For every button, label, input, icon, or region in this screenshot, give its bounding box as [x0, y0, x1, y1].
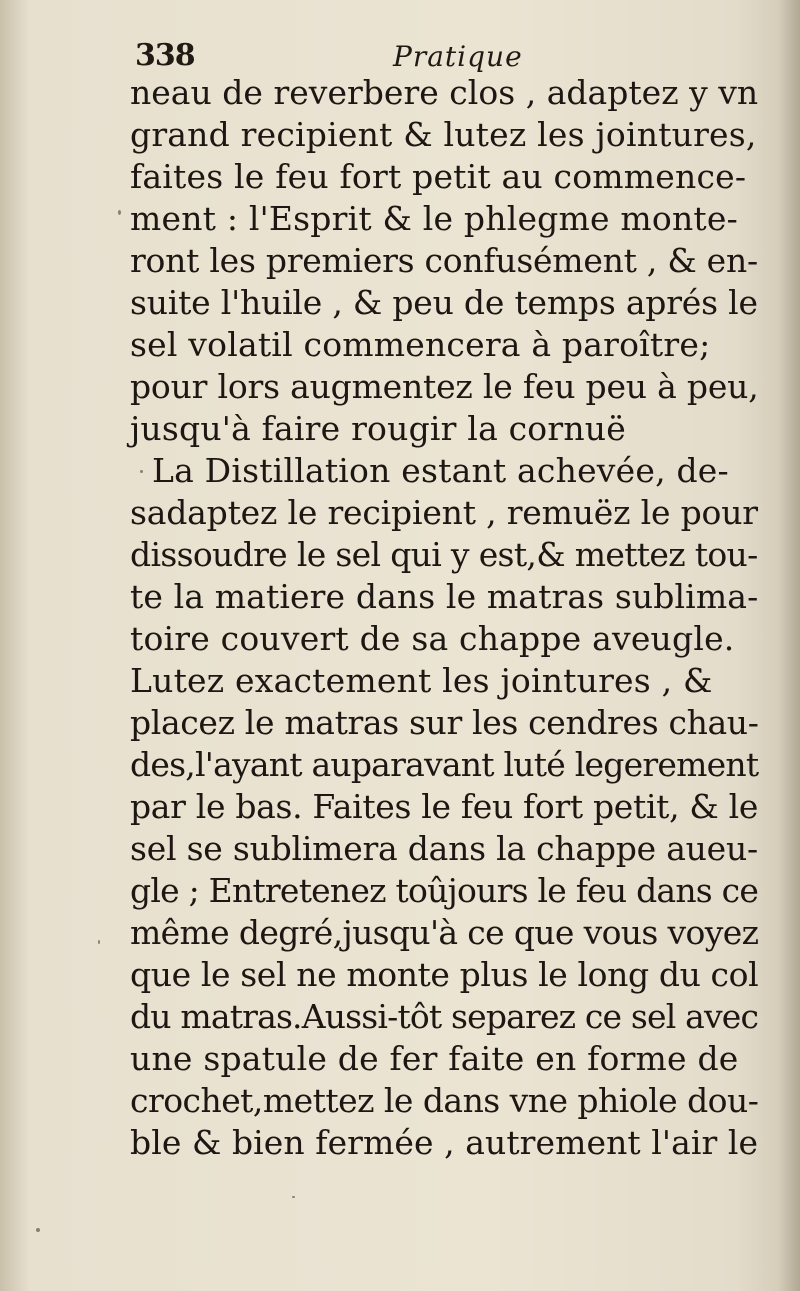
text-line: te la matiere dans le matras sublima-: [130, 577, 759, 616]
text-line: placez le matras sur les cendres chau-: [130, 703, 759, 742]
text-line: crochet,mettez le dans vne phiole dou-: [130, 1081, 759, 1120]
paragraph-start-line: La Distillation estant achevée, de-: [152, 451, 729, 490]
text-line: ble & bien fermée , autrement l'air le: [130, 1123, 759, 1162]
text-line: neau de reverbere clos , adaptez y vn: [130, 73, 759, 112]
text-line: grand recipient & lutez les jointures,: [130, 115, 757, 154]
text-line: que le sel ne monte plus le long du col: [130, 955, 759, 994]
paper-speck: [36, 1228, 40, 1232]
text-line: jusqu'à faire rougir la cornuë: [130, 409, 626, 448]
text-line: sel se sublimera dans la chappe aueu-: [130, 829, 758, 868]
body-text: [130, 72, 760, 1164]
text-line: par le bas. Faites le feu fort petit, & le: [130, 787, 759, 826]
text-line: une spatule de fer faite en forme de: [130, 1039, 739, 1078]
text-line: même degré,jusqu'à ce que vous voyez: [130, 913, 759, 952]
paper-speck: [140, 470, 143, 473]
text-line: faites le feu fort petit au commence-: [130, 157, 747, 196]
paper-speck: [98, 940, 100, 944]
text-line: du matras.Aussi-tôt separez ce sel avec: [130, 997, 759, 1036]
text-line: des,l'ayant auparavant luté legerement: [130, 745, 759, 784]
text-line: ront les premiers confusément , & en-: [130, 241, 758, 280]
running-head: Pratique: [393, 40, 523, 73]
page-number: 338: [135, 38, 195, 73]
text-line: Lutez exactement les jointures , &: [130, 661, 713, 700]
paper-speck: [292, 1196, 295, 1198]
text-line: sadaptez le recipient , remuëz le pour: [130, 493, 758, 532]
text-line: gle ; Entretenez toûjours le feu dans ce: [130, 871, 759, 910]
text-line: pour lors augmentez le feu peu à peu,: [130, 367, 759, 406]
text-line: ment : l'Esprit & le phlegme monte-: [130, 199, 738, 238]
paper-speck: [118, 210, 121, 215]
text-line: toire couvert de sa chappe aveugle.: [130, 619, 735, 658]
text-line: sel volatil commencera à paroître;: [130, 325, 711, 364]
text-line: dissoudre le sel qui y est,& mettez tou-: [130, 535, 758, 574]
text-line: suite l'huile , & peu de temps aprés le: [130, 283, 758, 322]
